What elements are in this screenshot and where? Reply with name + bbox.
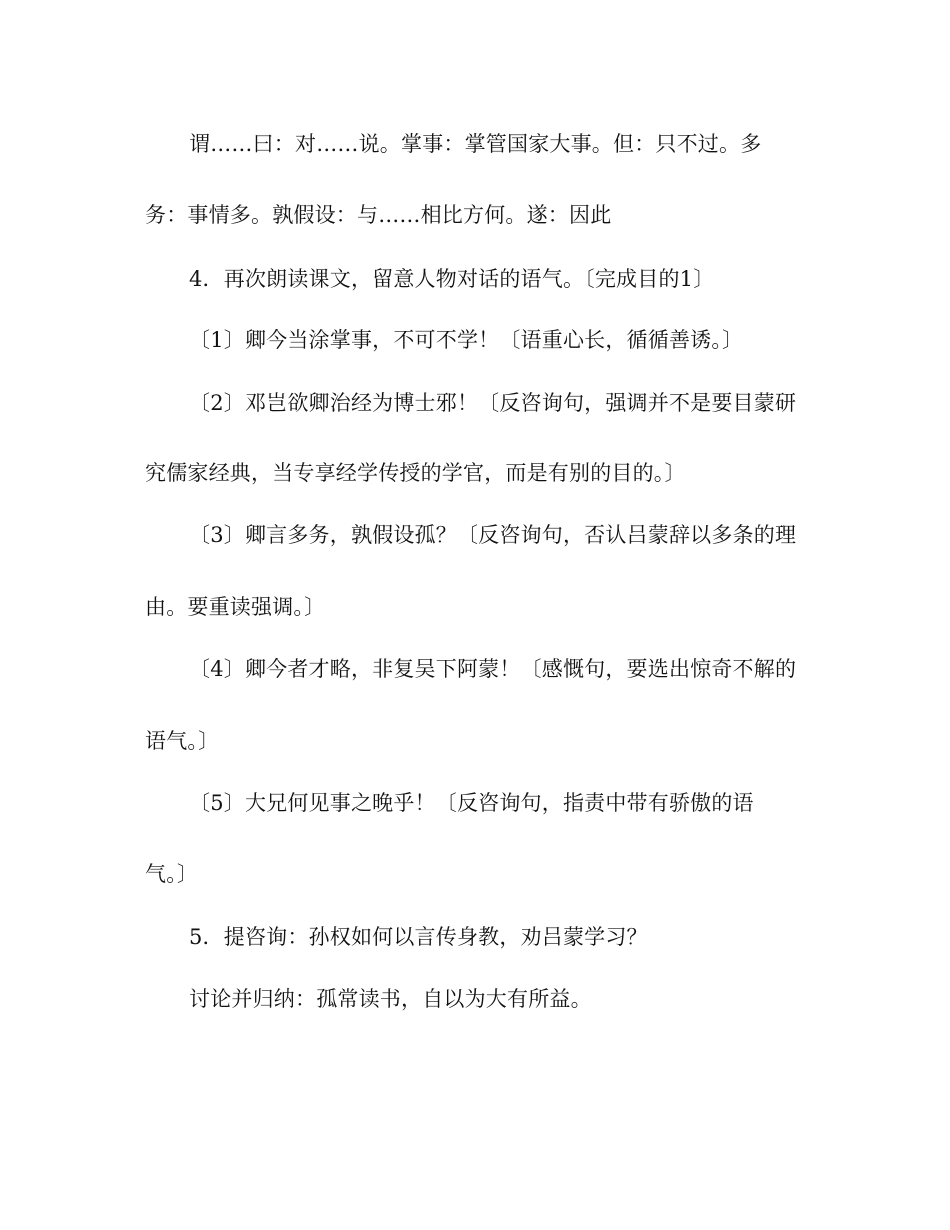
- text-line-item-2-cont: 究儒家经典，当专享经学传授的学官，而是有别的目的。〕: [145, 461, 686, 485]
- text-line-item-1: 〔1〕卿今当涂掌事，不可不学！〔语重心长，循循善诱。〕: [189, 328, 744, 352]
- text-line-item-5-cont: 气。〕: [145, 862, 199, 886]
- text-line-step-4: 4．再次朗读课文，留意人物对话的语气。〔完成目的1〕: [189, 267, 715, 291]
- text-line-step-5: 5．提咨询：孙权如何以言传身教，劝吕蒙学习？: [189, 925, 648, 949]
- text-line-item-3: 〔3〕卿言多务，孰假设孤？〔反咨询句，否认吕蒙辞以多条的理: [189, 523, 797, 547]
- text-line-item-4: 〔4〕卿今者才略，非复吴下阿蒙！〔感慨句，要选出惊奇不解的: [189, 657, 797, 681]
- text-line-discussion: 讨论并归纳：孤常读书，自以为大有所益。: [189, 987, 592, 1011]
- text-line-item-4-cont: 语气。〕: [145, 729, 220, 753]
- text-line-glossary-1: 谓……曰：对……说。掌事：掌管国家大事。但：只不过。多: [189, 132, 762, 156]
- text-line-item-5: 〔5〕大兄何见事之晚乎！〔反咨询句，指责中带有骄傲的语: [189, 791, 754, 815]
- text-line-item-3-cont: 由。要重读强调。〕: [145, 595, 326, 619]
- text-line-glossary-2: 务：事情多。孰假设：与……相比方何。遂：因此: [145, 203, 612, 227]
- text-line-item-2: 〔2〕邓岂欲卿治经为博士邪！〔反咨询句，强调并不是要目蒙研: [189, 391, 797, 415]
